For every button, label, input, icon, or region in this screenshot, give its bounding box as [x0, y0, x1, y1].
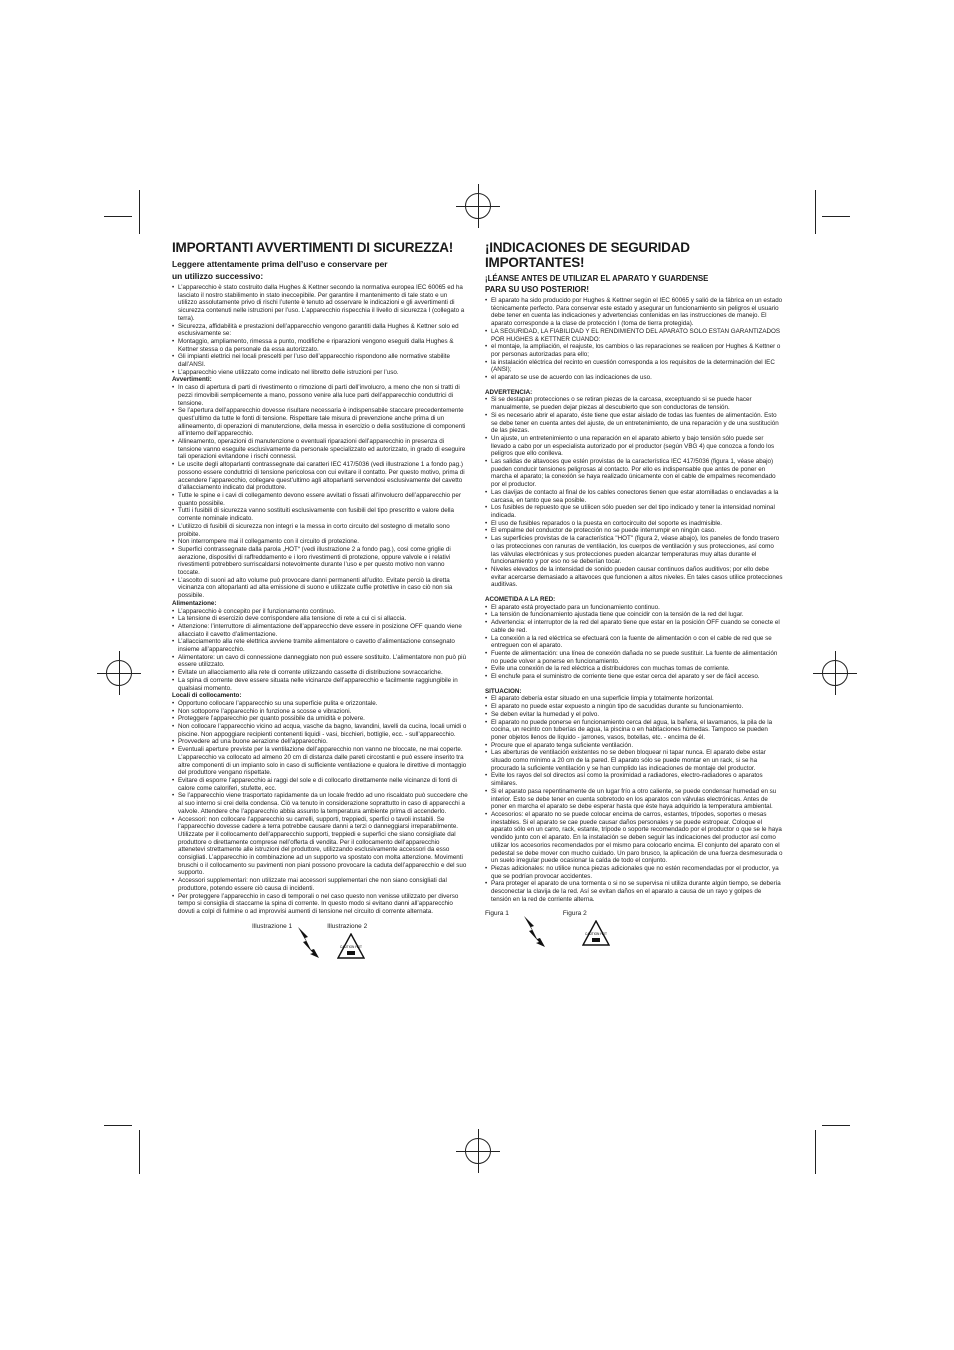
italian-title: IMPORTANTI AVVERTIMENTI DI SICUREZZA!	[172, 240, 454, 255]
italian-subtitle: Leggere attentamente prima dell’uso e conservare per un utilizzo successivo:	[172, 259, 388, 281]
list-item: • El aparato debería estar situado en una superficie limpia y totalmente horizontal.	[485, 695, 783, 703]
list-item: • Las superficies provistas de la característica "HOT" (figura 2, véase abajo), los paneles de fondo trasero o las protecciones con ranuras de ventilación, los cuerpos de ventilación y sus protecciones, así como las válvulas electrónicas y sus protecciones pueden alcanzar temperaturas muy altas durante el funcionamiento y por eso no se deberían tocar.	[485, 535, 783, 566]
registration-mark	[465, 1138, 491, 1164]
crop-mark	[104, 216, 132, 217]
spanish-location-list	[485, 695, 783, 903]
list-item: • Para proteger el aparato de una tormenta o si no se supervisa ni utiliza durante algún tiempo, se debería desconectar la clavija de la red. Así se evitan daños en el aparato a causa de un rayo y golpes de tensión en la red de corriente alterna.	[485, 880, 783, 903]
spanish-intro-list	[485, 297, 783, 382]
list-item: • Proteggere l’apparecchio per quanto possibile da umidità e polvere.	[172, 715, 468, 723]
crop-mark	[815, 190, 816, 234]
crop-mark	[139, 190, 140, 234]
list-item: • la instalación eléctrica del recinto en cuestión corresponda a los requisitos de la determinación del IEC (ANSI);	[485, 359, 783, 374]
list-item: • el aparato se use de acuerdo con las indicaciones de uso.	[485, 374, 783, 382]
list-item: • Niveles elevados de la intensidad de sonido pueden causar continuos daños auditivos; por ello debe evitar acercarse demasiado a altavoces que funcionen a altos niveles. En tales casos utilice protecciones auditivas.	[485, 566, 783, 589]
hot-surface-warning-triangle-icon	[337, 933, 365, 959]
list-item: • In caso di apertura di parti di rivestimento o rimozione di parti dell’involucro, a meno che non si tratti di pezzi rimovibili semplicemente a mano, possono venire alla luce parti dell’apparecchio conduttrici di tensione.	[172, 384, 468, 407]
list-item: • Evite los rayos del sol directos así como la proximidad a radiadores, electro-radiadores o aparatos similares.	[485, 772, 783, 787]
list-item: • Se l’apparecchio viene trasportato rapidamente da un locale freddo ad uno riscaldato può succedere che al suo interno si crei della condensa. Ciò va tenuto in considerazione soprattutto in caso di apparecchi a valvole. Attendere che l’apparecchio abbia assunto la temperatura ambiente prima di accenderlo.	[172, 792, 468, 815]
list-item: • Se l’apertura dell’apparecchio dovesse risultare necessaria è indispensabile staccare precedentemente quest’ultimo da tutte le fonti di tensione. Rispettare tale misura di prevenzione anche prima di un allineamento, di operazioni di manutenzione, della messa in esercizio o della sostituzione di componenti all’interno dell’apparecchio.	[172, 407, 468, 438]
list-item: • Non sottoporre l’apparecchio in funzione a scosse e vibrazioni.	[172, 708, 468, 716]
crop-mark	[104, 1125, 132, 1126]
crop-mark	[822, 1125, 850, 1126]
italian-fig2-label: Illustrazione 2	[327, 922, 368, 930]
list-item: • El uso de fusibles reparados o la puesta en cortocircuito del soporte es inadmisible.	[485, 520, 783, 528]
list-item: • El empalme del conductor de protección no se puede interrumpir en ningún caso.	[485, 527, 783, 535]
list-item: • El enchufe para el suministro de corriente tiene que estar cerca del aparato y ser de fácil acceso.	[485, 673, 783, 681]
list-item: • Advertencia: el interruptor de la red del aparato tiene que estar en la posición OFF cuando se conecte el cable de red.	[485, 619, 783, 634]
list-item: • El aparato está proyectado para un funcionamiento continuo.	[485, 604, 783, 612]
spanish-subtitle: ¡LÉANSE ANTES DE UTILIZAR EL APARATO Y GUARDENSE PARA SU USO POSTERIOR!	[485, 274, 709, 294]
list-item: • L’apparecchio viene utilizzato come indicato nel libretto delle istruzioni per l’uso.	[172, 369, 468, 377]
hot-label: CAUTION HOT	[584, 932, 607, 937]
list-item: • Accessori: non collocare l’apparecchio su carrelli, supporti, treppiedi, sperfici o tavoli instabili. Se l’apparecchio dovesse cadere a terra potrebbe causare danni a terzi o danneggiarsi irreparabilmente. Utilizzate per il collocamento dell’apparecchio supporti, treppiedi e superfici che siano consigliate dal produttore o direttamente comprese nell’offerta di vendita. Per il collocamento dell’apparecchio attenetevi strettamente alle istruzioni del produttore, utilizzando esclusivamente accessori da esso consigliati. L’apparecchio in combinazione ad un supporto va spostato con molta attenzione. Movimenti bruschi o il collocamento su pavimenti non piani possono provocare la caduta dell’apparecchio e del suo supporto.	[172, 816, 468, 878]
italian-intro-list	[172, 284, 468, 376]
italian-section	[172, 240, 468, 959]
spanish-warnings-heading: ADVERTENCIA:	[485, 388, 533, 396]
list-item: • La conexión a la red eléctrica se efectuará con la fuente de alimentación o con el cable de red que se entreguen con el aparato.	[485, 635, 783, 650]
list-item: • Si se destapan protecciones o se retiran piezas de la carcasa, exceptuando si se puede hacer manualmente, se pueden dejar piezas al descubierto que son conductoras de tensión.	[485, 396, 783, 411]
registration-mark	[465, 193, 491, 219]
list-item: • Montaggio, ampliamento, rimessa a punto, modifiche e riparazioni vengono eseguiti dalla Hughes & Kettner stessa o da personale da essa autorizzato.	[172, 338, 468, 353]
list-item: • Provvedere ad una buone aerazione dell’apparecchio.	[172, 738, 468, 746]
list-item: • Se deben evitar la humedad y el polvo.	[485, 711, 783, 719]
list-item: • Gli impianti elettrici nei locali prescelti per l’uso dell’apparecchio rispondono alle normative stabilite dall’ANSI.	[172, 353, 468, 368]
list-item: • el montaje, la ampliación, el reajuste, los cambios o las reparaciones se realicen por Hughes & Kettner o por personas autorizadas para ello;	[485, 343, 783, 358]
list-item: • L’apparecchio è stato costruito dalla Hughes & Kettner secondo la normativa europea IEC 60065 ed ha lasciato il nostro stabilimento in stato ineccepibile. Per garantire il mantenimento di tale stato e un utilizzo assolutamente privo di rischi l’utente è tenuto ad osservare le indicazioni e gli avvertimenti di sicurezza contenuti nelle istruzioni per l’uso. L’apparecchio rispecchia il livello di sicurezza I (collegato a terra).	[172, 284, 468, 323]
list-item: • Evitare di esporre l’apparecchio ai raggi del sole e di collocarlo direttamente nelle vicinanze di fonti di calore come caloriferi, stufette, ecc.	[172, 777, 468, 792]
list-item: • Sicurezza, affidabilità e prestazioni dell’apparecchio vengono garantiti dalla Hughes & Kettner solo ed esclusivamente se:	[172, 323, 468, 338]
list-item: • Evitate un allacciamento alla rete di corrente utilizzando cassette di distribuzione sovraccariche.	[172, 669, 468, 677]
crop-mark	[139, 1130, 140, 1174]
list-item: • L’allacciamento alla rete elettrica avviene tramite alimentatore o cavetto d’alimentazione consegnato insieme all’apparecchio.	[172, 638, 468, 653]
list-item: • Allineamento, operazioni di manutenzione o eventuali riparazioni dell’apparecchio in presenza di tensione vanno eseguite esclusivamente da personale specializzato ed autorizzato, in grado di eseguire tali operazioni evitandone i rischi connessi.	[172, 438, 468, 461]
italian-power-heading: Alimentazione:	[172, 599, 217, 607]
list-item: • Eventuali aperture previste per la ventilazione dell’apparecchio non vanno ne bloccate, ne mai coperte. L’apparecchio va collocato ad almeno 20 cm di distanza dalle pareti circostanti e può essere inserito tra altre componenti di un impianto solo in caso di sufficiente ventilazione e qualora le direttive di montaggio del produttore vengano rispettate.	[172, 746, 468, 777]
italian-location-list	[172, 700, 468, 916]
registration-mark	[822, 660, 848, 686]
italian-warnings-list	[172, 384, 468, 600]
list-item: • Per proteggere l’apparecchio in caso di temporali o nel caso questo non venisse utilizzato per diverso tempo si consiglia di staccarne la spina di corrente. In questo modo si evitano danni all’apparecchio dovuti a colpi di fulmine o ad improvvisi aumenti di tensione nel circuito di corrente alternata.	[172, 893, 468, 916]
list-item: • Non collocare l’apparecchio vicino ad acqua, vasche da bagno, lavandini, lavelli da cucina, locali umidi o piscine. Non appoggiare recipienti contenenti liquidi - vasi, bicchieri, bottiglie, ecc. - sull’apparecchio.	[172, 723, 468, 738]
hot-surface-warning-triangle-icon	[582, 920, 610, 946]
italian-figures	[172, 923, 468, 959]
list-item: • Las aberturas de ventilación existentes no se deben bloquear ni tapar nunca. El aparato debe estar situado como mínimo a 20 cm de la pared. El aparato sólo se puede montar en un rack, si se ha procurado la suficiente ventilación y se han cumplido las indicaciones de montaje del productor.	[485, 749, 783, 772]
list-item: • Evite una conexión de la red eléctrica a distribuidores con muchas tomas de corriente.	[485, 665, 783, 673]
spanish-power-heading: ACOMETIDA A LA RED:	[485, 596, 556, 604]
lightning-bolt-icon	[295, 925, 321, 959]
spanish-fig1-label: Figura 1	[485, 910, 509, 918]
list-item: • Si es necesario abrir el aparato, éste tiene que estar aislado de todas las fuentes de alimentación. Esto se debe tener en cuenta antes del ajuste, de un entretenimiento, de una reparación y de una sustitución de las piezas.	[485, 412, 783, 435]
list-item: • Las salidas de altavoces que estén provistas de la característica IEC 417/5036 (figura 1, véase abajo) pueden conducir tensiones peligrosas al contacto. Por ello es indispensable que antes de poner en marcha el aparato; la conexión se haya realizado únicamente con el cable de empalmes recomendado por el productor.	[485, 458, 783, 489]
registration-mark	[106, 660, 132, 686]
list-item: • Tutti i fusibili di sicurezza vanno sostituiti esclusivamente con fusibili del tipo prescritto e valore della corrente nominale indicato.	[172, 507, 468, 522]
list-item: • La tensión de funcionamiento ajustada tiene que coincidir con la tensión de la red del lugar.	[485, 611, 783, 619]
list-item: • LA SEGURIDAD, LA FIABILIDAD Y EL RENDIMIENTO DEL APARATO SOLO ESTAN GARANTIZADOS POR HUGHES & KETTNER CUANDO:	[485, 328, 783, 343]
list-item: • El aparato no puede ponerse en funcionamiento cerca del agua, la bañera, el lavamanos, la pila de la cocina, un recinto con tuberías de agua, la piscina o en habitaciones húmedas. Tampoco se pueden poner objetos llenos de líquido - jarrones, vasos, botellas, etc. - encima de él.	[485, 719, 783, 742]
italian-location-heading: Locali di collocamento:	[172, 692, 242, 700]
spanish-power-list	[485, 604, 783, 681]
italian-fig1-label: Illustrazione 1	[252, 922, 293, 930]
list-item: • Un ajuste, un entretenimiento o una reparación en el aparato abierto y bajo tensión sólo puede ser llevado a cabo por un especialista autorizado por el productor (según VBG 4) que conozca a fondo los peligros que ello conlleva.	[485, 435, 783, 458]
list-item: • L’apparecchio è concepito per il funzionamento continuo.	[172, 608, 468, 616]
list-item: • Le uscite degli altoparlanti contrassegnate dai caratteri IEC 417/5036 (vedi illustrazione 1 a fondo pag.) possono essere conduttrici di tensione pericolosa con cui evitare il contatto. Per questo motivo, prima di accendere l’apparecchio, collegare quest’ultimo agli altoparlanti servendosi esclusivamente del cavetto d’allacciamento indicato dal produttore.	[172, 461, 468, 492]
crop-mark	[822, 216, 850, 217]
spanish-warnings-list	[485, 396, 783, 589]
crop-mark	[815, 1130, 816, 1174]
italian-power-list	[172, 608, 468, 693]
lightning-bolt-icon	[521, 914, 547, 948]
list-item: • El aparato ha sido producido por Hughes & Kettner según el IEC 60065 y salió de la fábrica en un estado técnicamente perfecto. Para conservar este estado y asegurar un funcionamiento sin peligros el usuario debe tener en cuenta las indicaciones y advertencias contenidas en las instrucciones de manejo. El aparato corresponde a la clase de protección I (toma de tierra protegida).	[485, 297, 783, 328]
italian-warnings-heading: Avvertimenti:	[172, 376, 212, 384]
list-item: • La tensione di esercizio deve corrispondere alla tensione di rete a cui ci si allaccia.	[172, 615, 468, 623]
list-item: • Accessori supplementari: non utilizzate mai accessori supplementari che non siano consigliati dal produttore, potendo essere ciò causa di incidenti.	[172, 877, 468, 892]
list-item: • Alimentatore: un cavo di connessione danneggiato non può essere sostituito. L’alimentatore non può più essere utilizzato.	[172, 654, 468, 669]
list-item: • La spina di corrente deve essere situata nelle vicinanze dell’apparecchio e facilmente raggiungibile in qualsiasi momento.	[172, 677, 468, 692]
list-item: • L’ascolto di suoni ad alto volume può provocare danni permanenti all’udito. Evitate perciò la diretta vicinanza con altoparlanti ad alta emissione di suono e utilizzate cuffie protettive in caso ciò non sia possibile.	[172, 577, 468, 600]
list-item: • Non interrompere mai il collegamento con il circuito di protezione.	[172, 538, 468, 546]
list-item: • Fuente de alimentación: una línea de conexión dañada no se puede sustituir. La fuente de alimentación no puede volver a ponerse en funcionamiento.	[485, 650, 783, 665]
list-item: • Los fusibles de repuesto que se utilicen sólo pueden ser del tipo indicado y tener la intensidad nominal indicada.	[485, 504, 783, 519]
list-item: • Procure que el aparato tenga suficiente ventilación.	[485, 742, 783, 750]
list-item: • Si el aparato pasa repentinamente de un lugar frío a otro caliente, se puede condensar humedad en su interior. Esto se debe tener en cuenta sobretodo en los aparatos con válvulas electrónicas. Antes de poner en marcha el aparato se debe esperar hasta que éste haya adquirido la temperatura ambiental.	[485, 788, 783, 811]
spanish-location-heading: SITUACION:	[485, 687, 522, 695]
list-item: • Piezas adicionales: no utilice nunca piezas adicionales que no estén recomendadas por el productor, ya que se podrían provocar accidentes.	[485, 865, 783, 880]
hot-label: CAUTION HOT	[340, 944, 363, 949]
spanish-title: ¡INDICACIONES DE SEGURIDAD IMPORTANTES!	[485, 240, 690, 270]
list-item: • Superfici contrassegnate dalla parola „HOT“ (vedi illustrazione 2 a fondo pag.), così come griglie di aerazione, dispositivi di raffreddamento e i loro rivestimenti di protezione, oppure valvole e i relativi rivestimenti potrebbero surriscaldarsi notevolmente durante l’uso e per questo motivo non vanno toccate.	[172, 546, 468, 577]
list-item: • Las clavijas de contacto al final de los cables conectores tienen que estar atornilladas o enclavadas a la carcasa, en tanto que sea posible.	[485, 489, 783, 504]
spanish-fig2-label: Figura 2	[562, 910, 587, 918]
list-item: • El aparato no puede estar expuesto a ningún tipo de sacudidas durante su funcionamiento.	[485, 703, 783, 711]
list-item: • Attenzione: l’interruttore di alimentazione dell’apparecchio deve essere in posizione OFF quando viene allacciato il cavetto d’alimentazione.	[172, 623, 468, 638]
spanish-section	[485, 240, 783, 948]
list-item: • Opportuno collocare l’apparecchio su una superficie pulita e orizzontale.	[172, 700, 468, 708]
list-item: • L’utilizzo di fusibili di sicurezza non integri e la messa in corto circuito del sostegno di metallo sono proibite.	[172, 523, 468, 538]
spanish-figures	[485, 910, 783, 948]
list-item: • Accesorios: el aparato no se puede colocar encima de carros, estantes, trípodes, soportes o mesas inestables. Si el aparato se cae puede causar daños personales y se puede estropear. Coloque el aparato sólo en un carro, rack, estante, trípode o soporte recomendado por el productor o que se le haya vendido junto con el aparato. En la instalación se deben seguir las indicaciones del productor así como utilizar los accesorios recomendados por el mismo para colocarlo encima. El conjunto del aparato con el pedestal se debe mover con mucho cuidado. Un paro brusco, la aplicación de una fuerza desmesurada o un suelo irregular puede ocasionar la caída de todo el conjunto.	[485, 811, 783, 865]
list-item: • Tutte le spine e i cavi di collegamento devono essere avvitati o fissati all’involucro dell’apparecchio per quanto possibile.	[172, 492, 468, 507]
